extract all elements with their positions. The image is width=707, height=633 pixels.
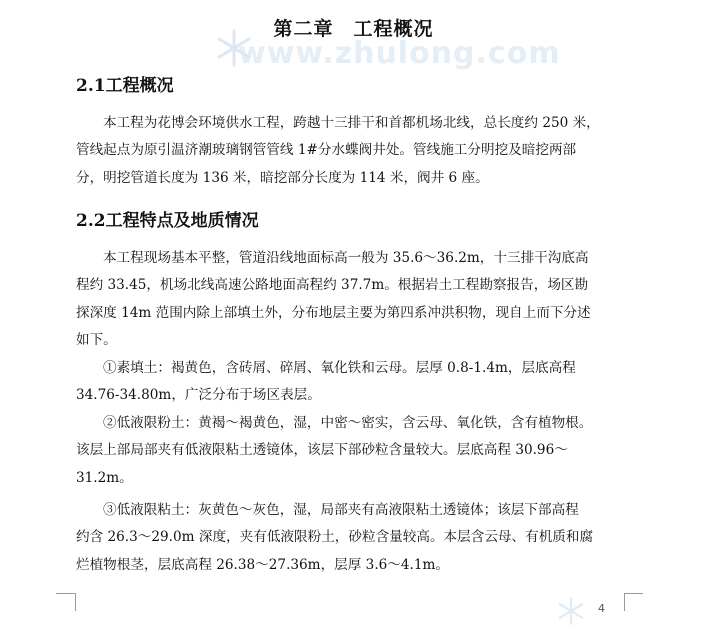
text-line: 本工程为花博会环境供水工程，跨越十三排干和首都机场北线，总长度约 250 米， <box>103 115 600 131</box>
text-line: 34.76-34.80m，广泛分布于场区表层。 <box>76 387 321 404</box>
text-line: 程约 33.45，机场北线高速公路地面高程约 37.7m。根据岩土工程勘察报告，场区勘 <box>76 277 589 294</box>
page-number: 4 <box>598 602 605 615</box>
margin-crop-mark-left <box>56 593 76 611</box>
watermark-text: www.zhulong.com <box>238 36 561 71</box>
paragraph-layer-2-silt <box>76 410 636 492</box>
text-line: ①素填土：褐黄色，含砖屑、碎屑、氧化铁和云母。层厚 0.8-1.4m，层底高程 <box>103 360 576 376</box>
text-line: 探深度 14m 范围内除上部填土外，分布地层主要为第四系冲洪积物，现自上而下分述 <box>76 304 591 321</box>
text-line: ②低液限粉土：黄褐～褐黄色，湿，中密～密实，含云母、氧化铁，含有植物根。 <box>103 415 593 431</box>
paragraph-layer-3-clay <box>76 497 636 579</box>
paragraph-layer-1-fill <box>76 355 636 410</box>
text-line: ③低液限粘土：灰黄色～灰色，湿，局部夹有高液限粘土透镜体；该层下部高程 <box>103 502 579 518</box>
paragraph-site-conditions <box>76 245 636 354</box>
margin-crop-mark-left-h <box>56 593 75 594</box>
text-line: 如下。 <box>76 331 117 348</box>
section-heading-2-2: 2.2工程特点及地质情况 <box>76 211 259 231</box>
margin-crop-mark-right <box>624 593 644 611</box>
snowflake-corner-icon <box>556 596 586 626</box>
text-line: 31.2m。 <box>76 469 133 486</box>
margin-crop-mark-right-h <box>624 593 643 594</box>
chapter-title: 第二章 工程概况 <box>273 18 434 40</box>
text-line: 管线起点为原引温济潮玻璃钢管管线 1#分水蝶阀井处。管线施工分明挖及暗挖两部 <box>76 142 577 159</box>
text-line: 约含 26.3～29.0m 深度，夹有低液限粉土，砂粒含量较高。本层含云母、有机质和腐 <box>76 529 594 546</box>
section-heading-2-1: 2.1工程概况 <box>76 76 174 96</box>
text-line: 该层上部局部夹有低液限粘土透镜体，该层下部砂粒含量较大。层底高程 30.96～ <box>76 442 568 459</box>
paragraph-project-overview <box>76 110 636 192</box>
text-line: 本工程现场基本平整，管道沿线地面标高一般为 35.6～36.2m，十三排干沟底高 <box>103 250 589 266</box>
text-line: 烂植物根茎，层底高程 26.38～27.36m，层厚 3.6～4.1m。 <box>76 556 449 573</box>
text-line: 分，明挖管道长度为 136 米，暗挖部分长度为 114 米，阀井 6 座。 <box>76 169 489 186</box>
